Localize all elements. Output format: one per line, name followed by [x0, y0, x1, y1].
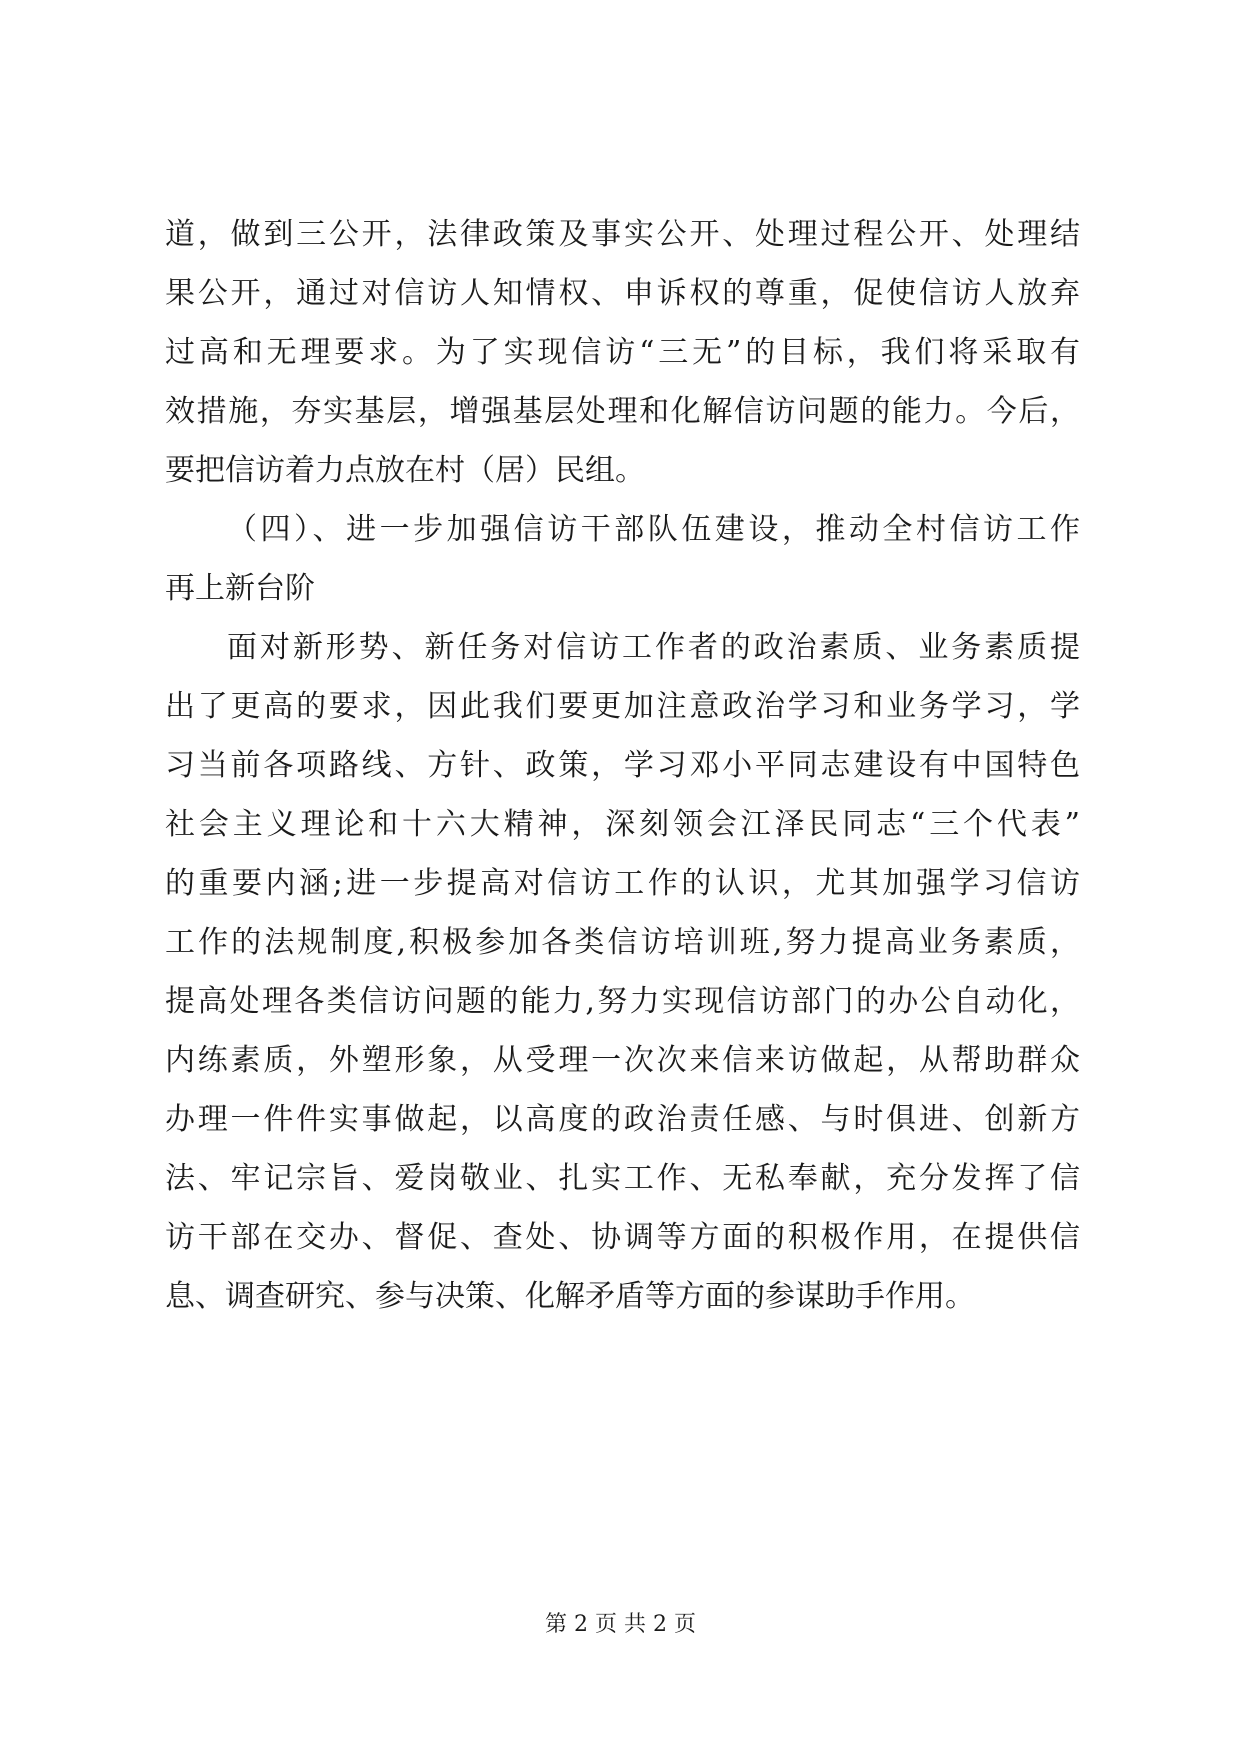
text-line: 提高处理各类信访问题的能力,努力实现信访部门的办公自动化， [165, 984, 1080, 1019]
text-line: 访干部在交办、督促、查处、协调等方面的积极作用，在提供信 [165, 1220, 1080, 1255]
text-line: （四）、进一步加强信访干部队伍建设，推动全村信访工作 [227, 512, 1080, 547]
text-line: 效措施，夯实基层，增强基层处理和化解信访问题的能力。今后， [165, 394, 1080, 429]
text-line: 再上新台阶 [165, 571, 315, 606]
text-line: 要把信访着力点放在村（居）民组。 [165, 453, 645, 488]
text-line: 内练素质，外塑形象，从受理一次次来信来访做起，从帮助群众 [165, 1043, 1080, 1078]
text-line: 出了更高的要求，因此我们要更加注意政治学习和业务学习，学 [165, 689, 1080, 724]
paragraph [165, 618, 1080, 1326]
text-line: 息、调查研究、参与决策、化解矛盾等方面的参谋助手作用。 [165, 1279, 975, 1314]
text-line: 过高和无理要求。为了实现信访“三无”的目标，我们将采取有 [165, 335, 1080, 370]
text-line: 道，做到三公开，法律政策及事实公开、处理过程公开、处理结 [165, 217, 1080, 252]
text-line: 习当前各项路线、方针、政策，学习邓小平同志建设有中国特色 [165, 748, 1080, 783]
text-line: 法、牢记宗旨、爱岗敬业、扎实工作、无私奉献，充分发挥了信 [165, 1161, 1080, 1196]
page-footer: 第 2 页 共 2 页 [545, 1612, 696, 1637]
text-line: 果公开，通过对信访人知情权、申诉权的尊重，促使信访人放弃 [165, 276, 1080, 311]
paragraph [165, 205, 1080, 500]
text-line: 的重要内涵;进一步提高对信访工作的认识，尤其加强学习信访 [165, 866, 1080, 901]
document-body [165, 205, 1080, 1326]
text-line: 社会主义理论和十六大精神，深刻领会江泽民同志“三个代表” [165, 807, 1080, 842]
text-line: 工作的法规制度,积极参加各类信访培训班,努力提高业务素质， [165, 925, 1080, 960]
text-line: 办理一件件实事做起，以高度的政治责任感、与时俱进、创新方 [165, 1102, 1080, 1137]
section-heading [165, 500, 1080, 618]
text-line: 面对新形势、新任务对信访工作者的政治素质、业务素质提 [227, 630, 1080, 665]
